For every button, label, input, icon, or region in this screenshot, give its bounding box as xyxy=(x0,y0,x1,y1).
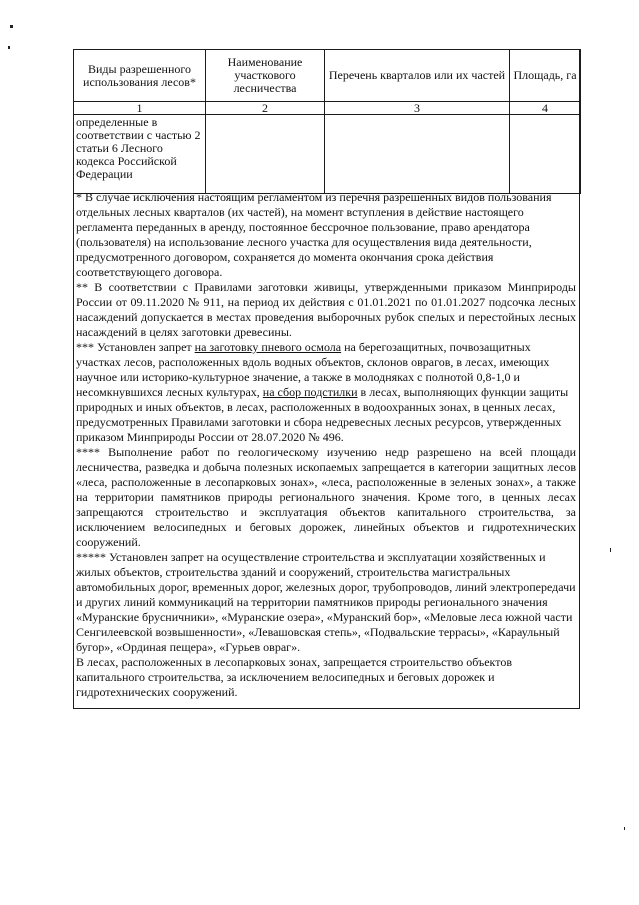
scan-mark xyxy=(8,46,10,49)
header-cell-forestry-name: Наименование участкового лесничества xyxy=(206,50,325,102)
footnote-3 xyxy=(76,340,576,445)
header-cell-area: Площадь, га xyxy=(510,50,581,102)
forest-use-table xyxy=(73,49,581,194)
footnote-3-text: *** Установлен запрет xyxy=(76,340,195,354)
column-number: 1 xyxy=(74,102,206,115)
scan-mark xyxy=(624,827,625,830)
closing-paragraph: В лесах, расположенных в лесопарковых зонах, запрещается строительство объектов капитального строительства, за исключением велосипедных и беговых дорожек и гидротехнических сооружений. xyxy=(76,655,512,699)
footnote-2: ** В соответствии с Правилами заготовки живицы, утвержденными приказом Минприроды России от 09.11.2020 № 911, на период их действия с 01.01.2021 по 01.01.2027 подсочка лесных насаждений допускается в местах проведения выборочных рубок спелых и перестойных лесных насаждений в целях заготовки древесины. xyxy=(76,280,576,339)
table-row xyxy=(74,115,581,194)
table-cell xyxy=(206,115,325,194)
scan-mark xyxy=(610,548,611,552)
footnote-3-text: в лесах, выполняющих функции защиты природных и иных объектов, в лесах, расположенных в водоохранных зонах, в ценных лесах, предусмотренных Правилами заготовки и сбора недревесных лесных ресурсов, утвержденных приказом Минприроды России от 28.07.2020 № 496. xyxy=(76,385,569,444)
table-cell xyxy=(325,115,510,194)
footnote-5: ***** Установлен запрет на осуществление строительства и эксплуатации хозяйственных и жилых объектов, строительства зданий и сооружений, строительства магистральных автомобильных дорог, временных дорог, железных дорог, трубопроводов, линий электропередачи и других линий коммуникаций на территории памятников природы регионального значения «Муранские брусничники», «Муранские озера», «Муранский бор», «Меловые леса южной части Сенгилеевской возвышенности», «Левашовская степь», «Подвальские террасы», «Караульный бугор», «Ординая пещера», «Гурьев овраг». xyxy=(76,550,576,654)
header-cell-quarters-list: Перечень кварталов или их частей xyxy=(325,50,510,102)
table-cell: определенные в соответствии с частью 2 статьи 6 Лесного кодекса Российской Федерации xyxy=(74,115,206,194)
scan-mark xyxy=(10,25,13,28)
underlined-phrase: на заготовку пневого осмола xyxy=(194,340,342,354)
table-header-row xyxy=(74,50,581,102)
footnotes xyxy=(76,190,576,700)
column-number: 4 xyxy=(510,102,581,115)
column-number-row xyxy=(74,102,581,115)
footnote-4: **** Выполнение работ по геологическому изучению недр разрешено на всей площади лесничества, разведка и добыча полезных ископаемых запрещается в категории защитных лесов «леса, расположенные в лесопарковых зонах», «леса, расположенные в зеленых зонах», а также на территории памятников природы регионального значения. Кроме того, в ценных лесах запрещаются строительство и эксплуатация объектов капитального строительства, за исключением велосипедных и беговых дорожек, линейных объектов и гидротехнических сооружений. xyxy=(76,445,576,549)
footnote-1: * В случае исключения настоящим регламентом из перечня разрешенных видов пользования отдельных лесных кварталов (их частей), на момент вступления в действие настоящего регламента переданных в аренду, постоянное бессрочное пользование, право арендатора (пользователя) на использование лесного участка для осуществления вида деятельности, предусмотренного договором, сохраняется до момента окончания срока действия соответствующего договора. xyxy=(76,190,552,279)
column-number: 2 xyxy=(206,102,325,115)
header-cell-use-types: Виды разрешенного использования лесов* xyxy=(74,50,206,102)
underlined-phrase: на сбор подстилки xyxy=(262,385,358,399)
table-cell xyxy=(510,115,581,194)
footnote-3-text: на берегозащитных, почвозащитных участках лесов, расположенных вдоль водных объектов, склонов оврагов, в лесах, имеющих научное или историко-культурное значение, а также в молодняках с полнотой 0,8-1,0 и несомкнувшихся лесных культурах, xyxy=(76,340,550,399)
column-number: 3 xyxy=(325,102,510,115)
